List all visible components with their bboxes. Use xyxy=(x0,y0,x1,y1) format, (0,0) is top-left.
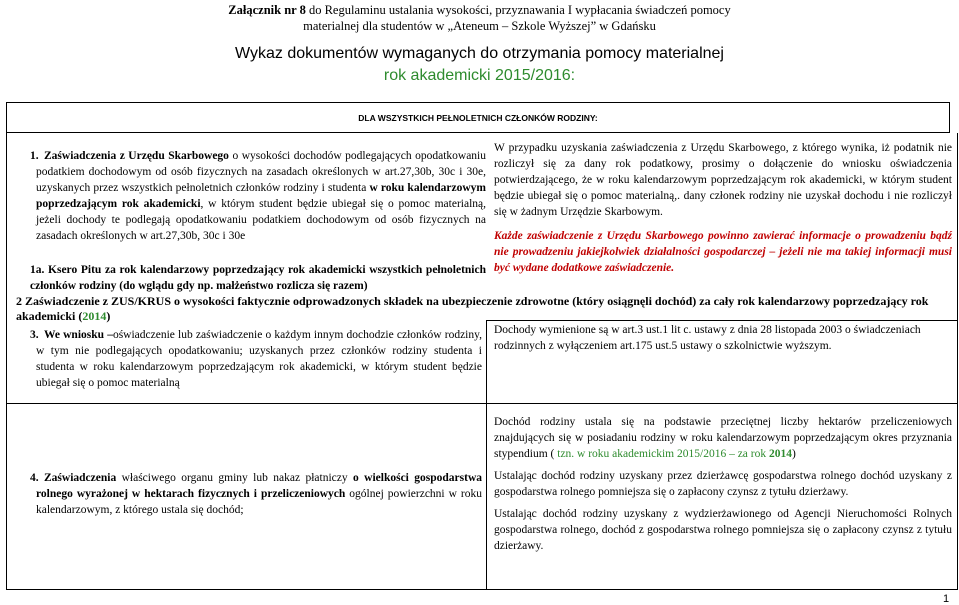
item-1: 1. Zaświadczenia z Urzędu Skarbowego o wysokości dochodów podlegających opodatkowaniu podatkiem dochodowym od osób fizycznych na zasadach określonych w art.27,30b, 30c i 30e, uzyskanych przez wszystkich pełnoletnich członków rodziny i studenta w roku kalendarzowym poprzedzającym rok akademicki, w którym student będzie ubiegał się o pomoc materialną, jeżeli dochody te podlegają opodatkowaniu podatkiem dochodowym od osób fizycznych na zasadach określonych w art.27,30b, 30c i 30e xyxy=(30,150,486,242)
item-1a: 1a. Ksero Pitu za rok kalendarzowy poprzedzający rok akademicki wszystkich pełnoletnich członków rodziny (do wglądu gdy np. małżeństwo rozlicza się razem) xyxy=(30,264,486,292)
attachment-line-1: Załącznik nr 8 do Regulaminu ustalania wysokości, przyznawania I wypłacania świadczeń pomocy xyxy=(228,3,731,17)
document-title: Wykaz dokumentów wymaganych do otrzymania pomocy materialnej xyxy=(235,45,724,62)
right-note-1-warning: Każde zaświadczenie z Urzędu Skarbowego powinno zawierać informacje o prowadzeniu bądź nie prowadzeniu jakiejkolwiek działalności gospodarczej – jeżeli nie ma takiej informacji musi być wydane dodatkowe zaświadczenie. xyxy=(494,230,952,274)
right-note-3-p1: Dochód rodziny ustala się na podstawie przeciętnej liczby hektarów przeliczeniowych znajdujących się w posiadaniu rodziny w roku kalendarzowym poprzedzającym okres przyznania stypendium ( tzn. w roku akademickim 2015/2016 – za rok 2014) xyxy=(494,416,952,460)
item-2: 2 Zaświadczenie z ZUS/KRUS o wysokości faktycznie odprowadzonych składek na ubezpieczenie zdrowotne (który osiągnęli dochód) za cały rok kalendarzowy poprzedzający rok akademicki (2014) xyxy=(16,294,929,323)
right-note-2: Dochody wymienione są w art.3 ust.1 lit c. ustawy z dnia 28 listopada 2003 o świadczeniach rodzinnych z wyłączeniem art.175 ust.5 ustawy o szkolnictwie wyższym. xyxy=(494,324,921,352)
item-4: 4. Zaświadczenia właściwego organu gminy lub nakaz płatniczy o wielkości gospodarstwa rolnego wyrażonej w hektarach fizycznych i przeliczeniowych ogólnej powierzchni w roku kalendarzowym, z którego ustala się dochód; xyxy=(30,472,483,516)
right-note-3-p3: Ustalając dochód rodziny uzyskany z wydzierżawionego od Agencji Nieruchomości Rolnych gospodarstwa rolnego, dochód z gospodarstwa rolnego pomniejsza się o zapłacony czynsz z tytułu dzierżawy. xyxy=(494,508,952,552)
document-subtitle: rok akademicki 2015/2016: xyxy=(383,67,576,84)
right-note-1: W przypadku uzyskania zaświadczenia z Urzędu Skarbowego, z którego wynika, iż podatnik nie rozliczył się za dany rok podatkowy, prosimy o dołączenie do wniosku oświadczenia potwierdzającego, że w roku kalendarzowym poprzedzającym rok akademicki, w którym student będzie ubiegał się o pomoc materialną,. dany członek rodziny nie uzyskał dochodu i nie rozliczył się w żadnym Urzędzie Skarbowym. Każde zaświadczenie z Urzędu Skarbowego powinno zawierać informacje o prowadzeniu bądź nie prowadzeniu jakiejkolwiek działalności gospodarczej – jeżeli nie ma takiej informacji musi być wydane dodatkowe zaświadczenie. xyxy=(494,142,952,274)
right-note-3-p2: Ustalając dochód rodziny uzyskany przez dzierżawcę gospodarstwa rolnego dochód uzyskany z gospodarstwa rolnego pomniejsza się o zapłacony czynsz z tytułu dzierżawy. xyxy=(494,470,952,498)
section-4-divider xyxy=(486,404,487,590)
right-note-3 xyxy=(494,414,952,554)
attachment-line-2: materialnej dla studentów w „Ateneum – Szkole Wyższej” w Gdańsku xyxy=(303,19,656,33)
page-number: 1 xyxy=(943,593,950,605)
section-heading: DLA WSZYSTKICH PEŁNOLETNICH CZŁONKÓW RODZINY: xyxy=(358,113,598,123)
item-3: 3. We wniosku –oświadczenie lub zaświadczenie o każdym innym dochodzie członków rodziny, w tym nie podlegających opodatkowaniu; uzyskanych przez członków rodziny studenta i studenta w roku kalendarzowym poprzedzającym rok akademicki, w którym student będzie ubiegał się o pomoc materialną xyxy=(30,329,482,389)
section-heading-box xyxy=(6,102,950,133)
